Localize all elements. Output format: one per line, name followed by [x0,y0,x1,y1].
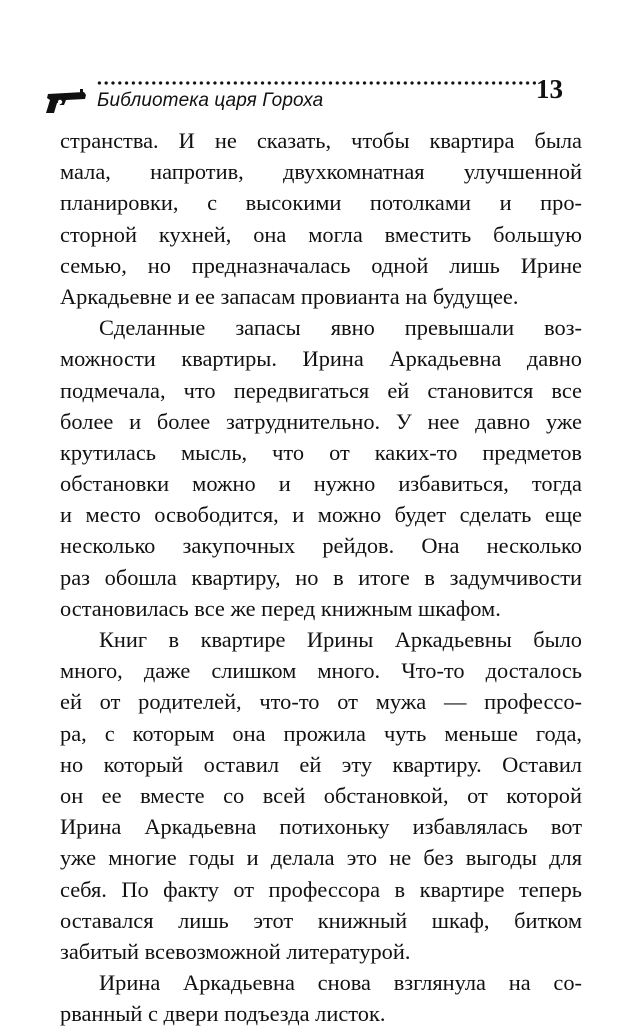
text-line: подмечала, что передвигаться ей становится все [60,377,582,403]
text-line: раз обошла квартиру, но в итоге в задумчивости [60,564,582,590]
text-line: несколько закупочных рейдов. Она несколько [60,533,582,559]
text-line: оставался лишь этот книжный шкаф, битком [60,907,582,933]
paragraph [60,967,582,1029]
text-line: уже многие годы и делала это не без выгоды для [60,845,582,871]
text-line: много, даже слишком много. Что-то досталось [60,658,582,684]
text-line: он ее вместе со всей обстановкой, от которой [60,782,582,808]
text-line: крутилась мысль, что от каких-то предметов [60,439,582,465]
text-line: Сделанные запасы явно превышали воз- [99,315,582,341]
revolver-icon [44,86,88,114]
page-number: 13 [536,74,563,104]
page-header [44,72,563,118]
paragraph [60,624,582,967]
text-line: ей от родителей, что-то от мужа — профессо- [60,689,582,715]
text-line: обстановки можно и нужно избавиться, тогда [60,471,582,497]
text-line: забитый всевозможной литературой. [60,938,411,964]
text-line: сторной кухней, она могла вместить большую [60,221,582,247]
text-line: Аркадьевне и ее запасам провианта на будущее. [60,283,519,309]
paragraph [60,125,582,312]
text-line: Книг в квартире Ирины Аркадьевны было [99,627,582,652]
text-line: Ирина Аркадьевна снова взглянула на со- [99,970,582,996]
text-line: Ирина Аркадьевна потихоньку избавлялась вот [60,814,582,840]
text-line: можности квартиры. Ирина Аркадьевна давно [60,346,582,372]
text-line: планировки, с высокими потолками и про- [60,190,582,216]
text-line: ра, с которым она прожила чуть меньше года, [60,720,582,746]
body-text [60,125,582,1029]
text-line: более и более затруднительно. У нее давно уже [60,408,582,434]
text-line: но который оставил ей эту квартиру. Оставил [60,751,582,777]
text-line: рванный с двери подъезда листок. [60,1001,386,1027]
text-line: себя. По факту от профессора в квартире теперь [60,876,582,902]
header-dotted-rule [96,72,536,86]
text-line: мала, напротив, двухкомнатная улучшенной [60,159,582,185]
running-title: Библиотека царя Гороха [97,90,324,111]
paragraph [60,312,582,624]
text-line: странства. И не сказать, чтобы квартира была [60,128,582,153]
text-line: и место освободится, и можно будет сделать еще [60,502,582,528]
text-line: остановилась все же перед книжным шкафом. [60,595,501,621]
text-line: семью, но предназначалась одной лишь Ирине [60,252,582,278]
